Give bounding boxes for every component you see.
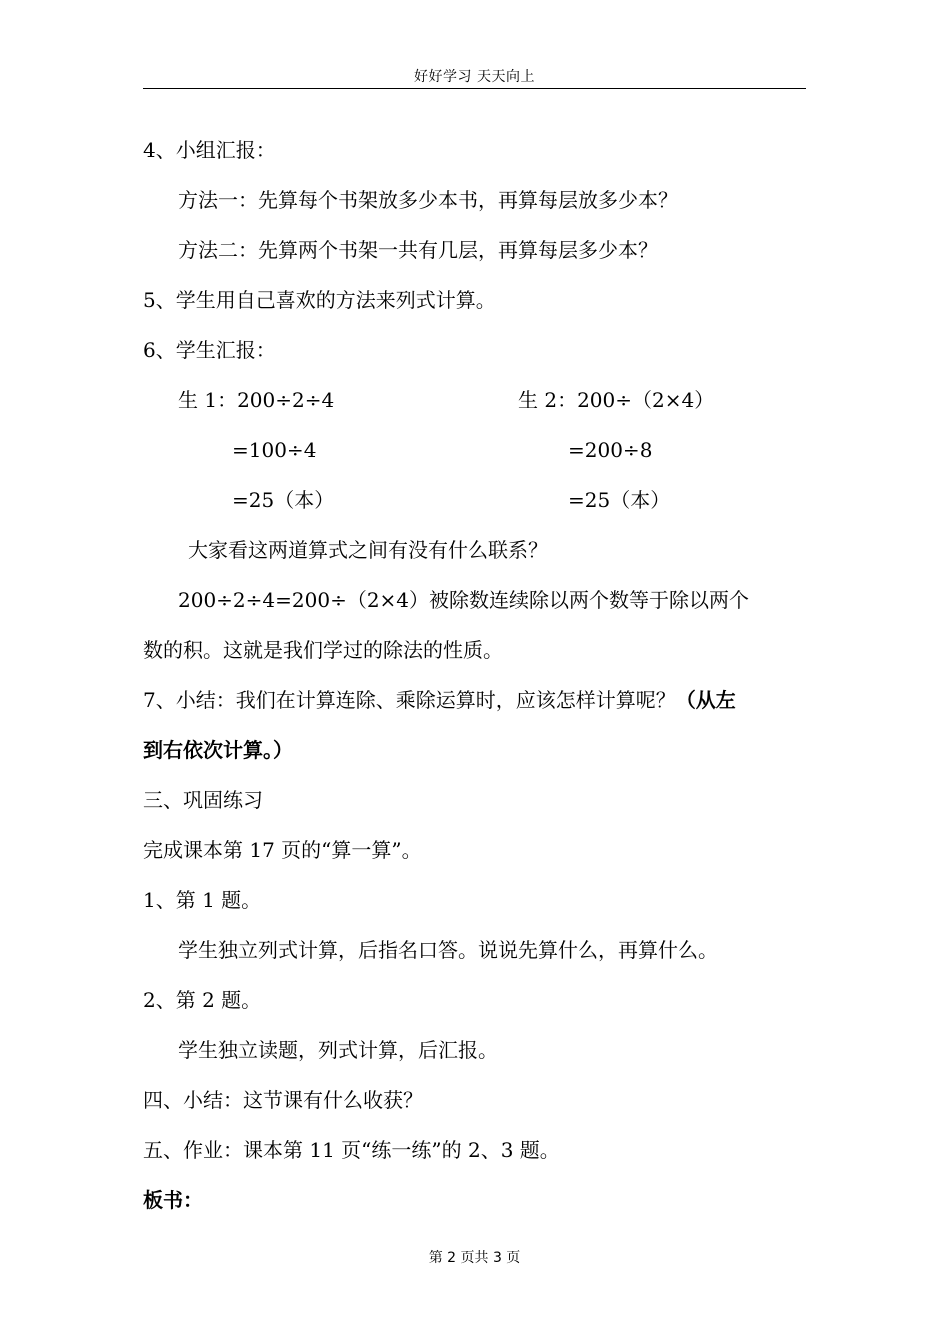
property-line-2: 数的积。这就是我们学过的除法的性质。 bbox=[143, 638, 503, 662]
page-header: 好好学习 天天向上 bbox=[414, 69, 535, 85]
step4-title: 4、小组汇报： bbox=[143, 138, 276, 162]
student1-line2: =100÷4 bbox=[232, 438, 317, 462]
step7-summary bbox=[143, 686, 736, 714]
step5: 5、学生用自己喜欢的方法来列式计算。 bbox=[143, 288, 496, 312]
student1-line3: =25（本） bbox=[232, 488, 335, 512]
step7-text: 7、小结：我们在计算连除、乘除运算时，应该怎样计算呢？ bbox=[143, 688, 676, 712]
header-divider bbox=[143, 88, 806, 89]
exercise1-detail: 学生独立列式计算，后指名口答。说说先算什么，再算什么。 bbox=[178, 938, 718, 962]
step7-answer-start: （从左 bbox=[675, 688, 736, 712]
exercise2-detail: 学生独立读题，列式计算，后汇报。 bbox=[178, 1038, 498, 1062]
step7-answer-end: 到右依次计算。） bbox=[143, 738, 293, 762]
page-number: 第 2 页共 3 页 bbox=[428, 1250, 521, 1266]
section5-homework: 五、作业：课本第 11 页“练一练”的 2、3 题。 bbox=[143, 1138, 560, 1162]
student2-line3: =25（本） bbox=[568, 488, 671, 512]
section3-intro: 完成课本第 17 页的“算一算”。 bbox=[143, 838, 422, 862]
exercise1-title: 1、第 1 题。 bbox=[143, 888, 262, 912]
student1-line1: 生 1：200÷2÷4 bbox=[178, 388, 335, 412]
section4-summary: 四、小结：这节课有什么收获？ bbox=[143, 1088, 423, 1112]
step6-title: 6、学生汇报： bbox=[143, 338, 276, 362]
property-line-1: 200÷2÷4=200÷（2×4）被除数连续除以两个数等于除以两个 bbox=[178, 588, 750, 612]
relation-question: 大家看这两道算式之间有没有什么联系？ bbox=[188, 538, 548, 562]
board-title: 板书： bbox=[143, 1188, 203, 1212]
method-two: 方法二：先算两个书架一共有几层，再算每层多少本？ bbox=[178, 238, 658, 262]
student2-line2: =200÷8 bbox=[568, 438, 653, 462]
section3-title: 三、巩固练习 bbox=[143, 788, 263, 812]
method-one: 方法一：先算每个书架放多少本书，再算每层放多少本？ bbox=[178, 188, 678, 212]
student2-line1: 生 2：200÷（2×4） bbox=[518, 388, 715, 412]
exercise2-title: 2、第 2 题。 bbox=[143, 988, 262, 1012]
